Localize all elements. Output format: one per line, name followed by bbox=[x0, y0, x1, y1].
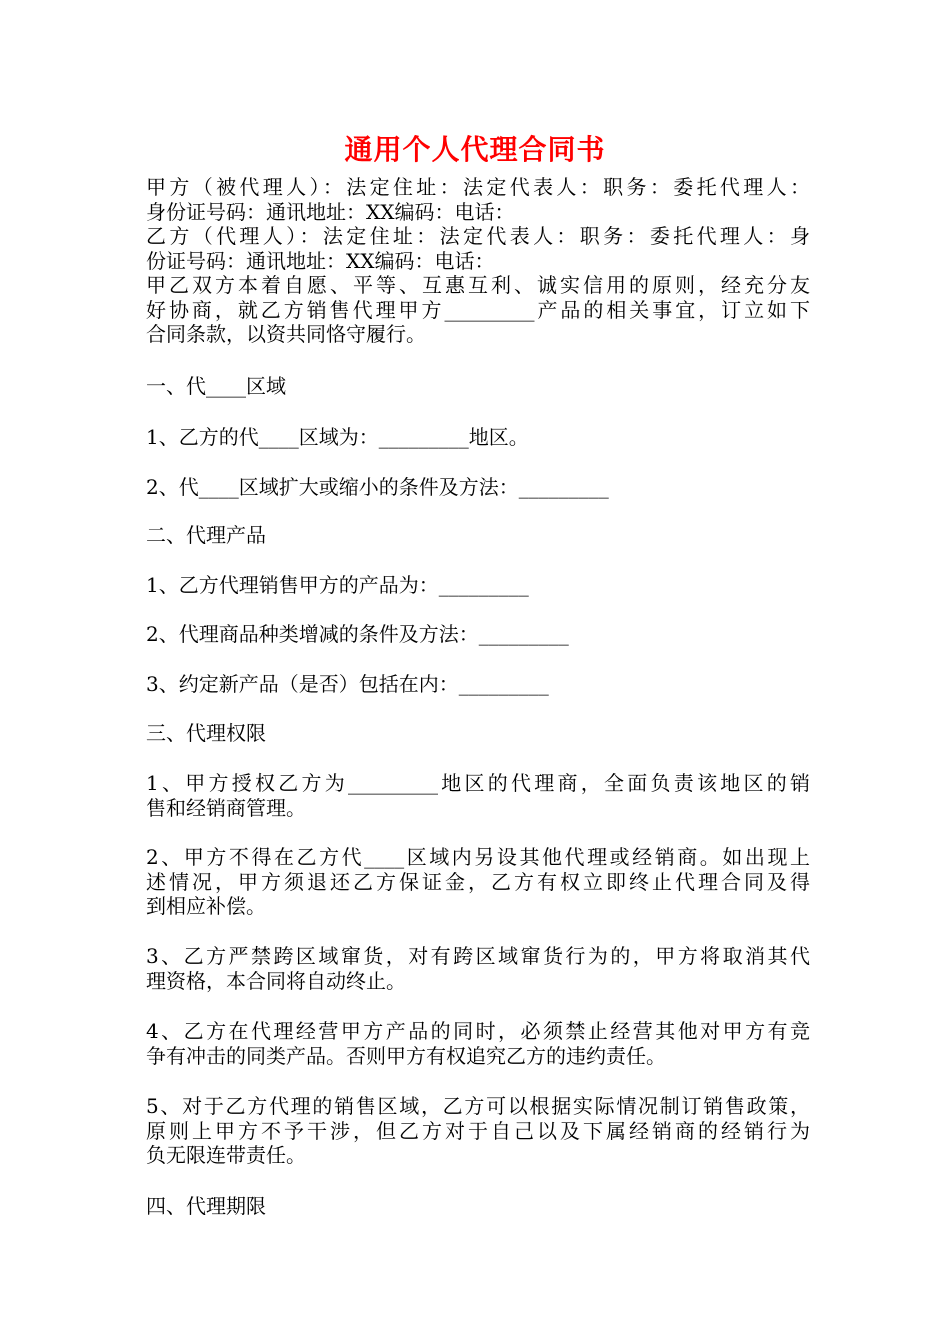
clause-text: 1、乙方代理销售甲方的产品为：_________ bbox=[146, 573, 529, 597]
clause-text-line-1: 4、乙方在代理经营甲方产品的同时，必须禁止经营其他对甲方有竞 bbox=[146, 1019, 810, 1043]
preamble-line-1: 甲乙双方本着自愿、平等、互惠互利、诚实信用的原则，经充分友 bbox=[146, 273, 810, 297]
section-heading-region bbox=[146, 374, 810, 399]
clause-3-5 bbox=[146, 1094, 810, 1168]
heading-text: 三、代理权限 bbox=[146, 721, 266, 745]
clause-text-line-1: 1、甲方授权乙方为_________地区的代理商，全面负责该地区的销 bbox=[146, 771, 810, 795]
clause-text-line-2: 售和经销商管理。 bbox=[146, 795, 306, 820]
document-title: 通用个人代理合同书 bbox=[344, 133, 606, 166]
clause-text-line-2: 原则上甲方不予干涉，但乙方对于自己以及下属经销商的经销行为 bbox=[146, 1118, 810, 1143]
clause-text: 2、代理商品种类增减的条件及方法：_________ bbox=[146, 622, 569, 646]
clause-text-line-3: 负无限连带责任。 bbox=[146, 1143, 306, 1167]
section-heading-products bbox=[146, 523, 810, 548]
clause-text-line-2: 理资格，本合同将自动终止。 bbox=[146, 968, 406, 993]
clause-2-2 bbox=[146, 622, 810, 647]
clause-text-line-2: 述情况，甲方须退还乙方保证金，乙方有权立即终止代理合同及得 bbox=[146, 869, 810, 894]
clause-text: 2、代____区域扩大或缩小的条件及方法：_________ bbox=[146, 475, 609, 499]
party-b-line-2: 份证号码：通讯地址：XX编码：电话： bbox=[146, 248, 495, 273]
intro-block bbox=[146, 175, 810, 347]
heading-text: 四、代理期限 bbox=[146, 1194, 266, 1218]
clause-text-line-1: 5、对于乙方代理的销售区域，乙方可以根据实际情况制订销售政策， bbox=[146, 1094, 810, 1118]
party-a-line-2: 身份证号码：通讯地址：XX编码：电话： bbox=[146, 199, 515, 224]
clause-1-1 bbox=[146, 425, 810, 450]
party-b-line-1: 乙方（代理人）：法定住址：法定代表人：职务：委托代理人：身 bbox=[146, 224, 810, 248]
clause-text: 1、乙方的代____区域为：_________地区。 bbox=[146, 425, 529, 449]
clause-3-4 bbox=[146, 1019, 810, 1068]
clause-1-2 bbox=[146, 475, 810, 500]
preamble-line-2: 好协商，就乙方销售代理甲方_________产品的相关事宜，订立如下 bbox=[146, 297, 810, 322]
clause-text: 3、约定新产品（是否）包括在内：_________ bbox=[146, 672, 549, 696]
clause-2-3 bbox=[146, 672, 810, 697]
clause-text-line-1: 2、甲方不得在乙方代____区域内另设其他代理或经销商。如出现上 bbox=[146, 845, 810, 869]
section-heading-authority bbox=[146, 721, 810, 746]
clause-3-3 bbox=[146, 944, 810, 993]
clause-3-1 bbox=[146, 771, 810, 820]
heading-text: 二、代理产品 bbox=[146, 523, 266, 547]
clause-text-line-3: 到相应补偿。 bbox=[146, 894, 266, 918]
clause-3-2 bbox=[146, 845, 810, 919]
party-a-line-1: 甲方（被代理人）：法定住址：法定代表人：职务：委托代理人： bbox=[146, 175, 810, 199]
preamble-line-3: 合同条款，以资共同恪守履行。 bbox=[146, 322, 426, 346]
section-heading-term bbox=[146, 1194, 810, 1219]
clause-text-line-2: 争有冲击的同类产品。否则甲方有权追究乙方的违约责任。 bbox=[146, 1043, 666, 1068]
heading-text: 一、代____区域 bbox=[146, 374, 286, 398]
clause-2-1 bbox=[146, 573, 810, 598]
clause-text-line-1: 3、乙方严禁跨区域窜货，对有跨区域窜货行为的，甲方将取消其代 bbox=[146, 944, 810, 968]
